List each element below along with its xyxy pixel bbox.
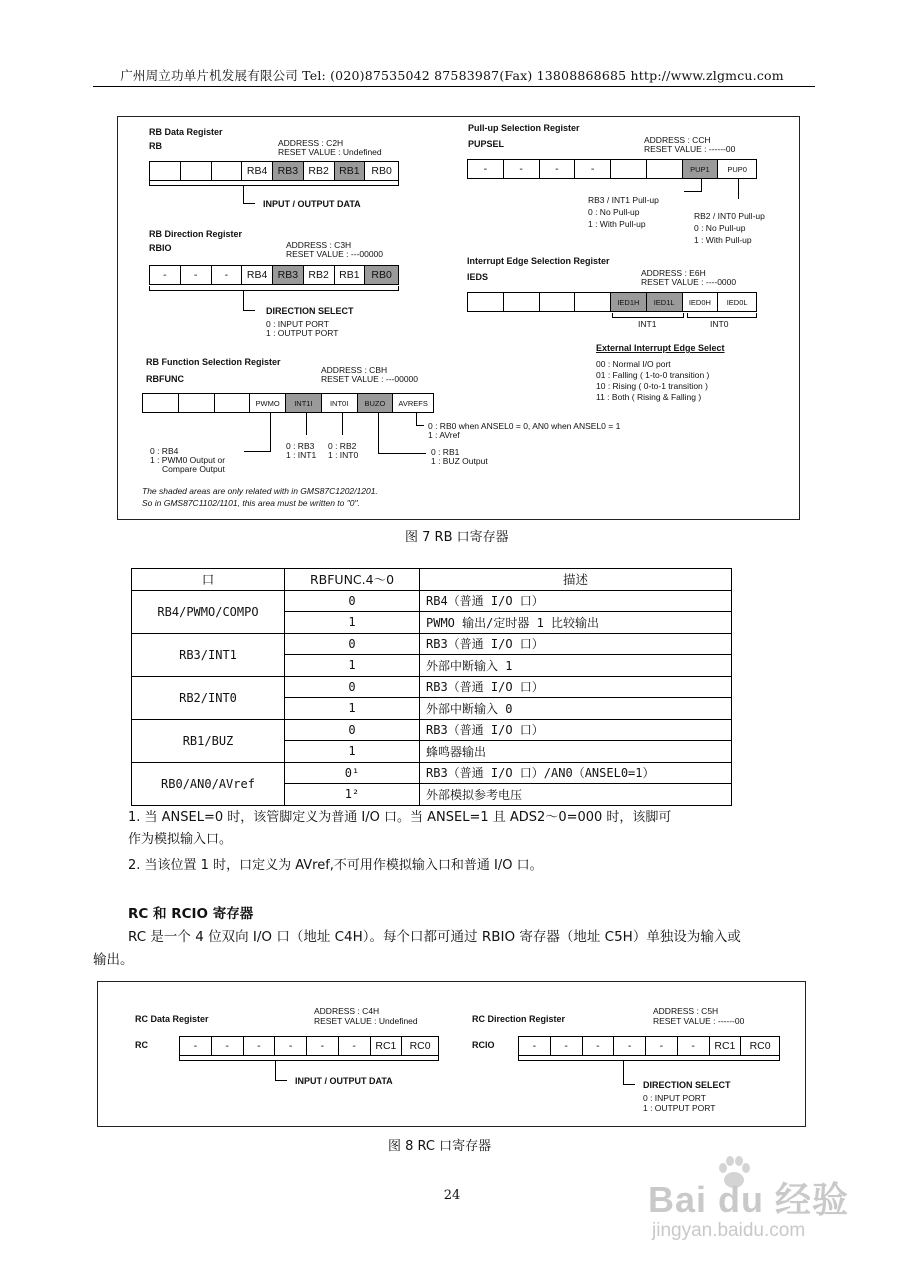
pupsel-bit5: - — [540, 160, 576, 178]
ieds-int1-bracket — [612, 317, 684, 318]
rbfunc-rb0-b: 1 : AVref — [428, 430, 460, 440]
desc-cell: RB3（普通 I/O 口） — [420, 633, 732, 655]
rc-reset: RESET VALUE : Undefined — [314, 1016, 418, 1026]
rbfunc-leader-b0h — [416, 425, 424, 426]
desc-cell: RB3（普通 I/O 口）/AN0（ANSEL0=1） — [420, 762, 732, 784]
figure-8-caption: 图 8 RC 口寄存器 — [388, 1139, 492, 1154]
rc-bit2: - — [339, 1037, 371, 1055]
ieds-int0-bracket — [687, 317, 757, 318]
rbio-bracket — [149, 290, 399, 291]
rb-reset: RESET VALUE : Undefined — [278, 147, 382, 157]
rcio-reset: RESET VALUE : ------00 — [653, 1016, 745, 1026]
rc-bracket-l — [179, 1056, 180, 1061]
rc-bit3: - — [307, 1037, 339, 1055]
pupsel-bit1: PUP1 — [683, 160, 719, 178]
pupsel-bit7: - — [468, 160, 504, 178]
rc-register — [179, 1036, 439, 1056]
rc-bit1: RC1 — [371, 1037, 403, 1055]
value-cell: 0¹ — [285, 762, 420, 784]
pupsel-register — [467, 159, 757, 179]
value-cell: 0 — [285, 633, 420, 655]
rbio-opt0: 0 : INPUT PORT — [266, 319, 329, 329]
rcio-bit4: - — [614, 1037, 646, 1055]
rbfunc-address: ADDRESS : CBH — [321, 365, 388, 375]
rc-paragraph-line-1: RC 是一个 4 位双向 I/O 口（地址 C4H）。每个口都可通过 RBIO 寄存器（地址 C5H）单独设为输入或 — [128, 929, 741, 945]
pupsel-p0-c: 1 : With Pull-up — [694, 235, 752, 245]
desc-cell: RB3（普通 I/O 口） — [420, 719, 732, 741]
rbfunc-name: RBFUNC — [146, 374, 184, 384]
rbio-name: RBIO — [149, 243, 172, 253]
desc-cell: RB4（普通 I/O 口） — [420, 590, 732, 612]
pupsel-bit6: - — [504, 160, 540, 178]
note-1-line-1: 1. 当 ANSEL=0 时，该管脚定义为普通 I/O 口。当 ANSEL=1 且 ADS2～0=000 时，该脚可 — [128, 810, 672, 825]
rcio-address: ADDRESS : C5H — [653, 1006, 719, 1016]
rbio-address: ADDRESS : C3H — [286, 240, 352, 250]
rbfunc-bit0: AVREFS — [398, 398, 428, 408]
table-row — [132, 676, 732, 698]
rbfunc-bit1: BUZO — [358, 394, 394, 412]
rbio-bit0: RB0 — [365, 266, 398, 284]
rbio-leader — [243, 290, 244, 310]
rbfunc-rb0-a: 0 : RB0 when ANSEL0 = 0, AN0 when ANSEL0 = 1 — [428, 421, 621, 431]
rb-title: RB Data Register — [149, 127, 223, 137]
col-rbfunc: RBFUNC.4～0 — [285, 569, 420, 591]
rcio-bit2: - — [678, 1037, 710, 1055]
pupsel-leader-p1 — [701, 179, 702, 191]
col-desc: 描述 — [420, 569, 732, 591]
rb-bit0: RB0 — [371, 165, 392, 177]
rbfunc-leader-b3 — [306, 413, 307, 435]
rbio-bit3: RB3 — [273, 266, 304, 284]
rcio-bit5: - — [583, 1037, 615, 1055]
rbio-reset: RESET VALUE : ---00000 — [286, 249, 384, 259]
rbfunc-rb1-b: 1 : BUZ Output — [431, 456, 488, 466]
rbio-bit5: - — [212, 266, 243, 284]
rc-paragraph-line-2: 输出。 — [93, 952, 134, 968]
ieds-bit2: IED1L — [647, 293, 683, 311]
rbio-bracket-l — [149, 286, 150, 291]
rbfunc-register — [142, 393, 434, 413]
value-cell: 0 — [285, 590, 420, 612]
rb-bit7 — [150, 162, 181, 180]
desc-cell: 外部模拟参考电压 — [420, 784, 732, 806]
rb-leader-h — [243, 203, 255, 204]
port-cell: RB4/PWMO/COMPO — [132, 590, 285, 633]
rbfunc-leader-b4 — [270, 413, 271, 451]
rb-bracket-l — [149, 181, 150, 186]
pupsel-address: ADDRESS : CCH — [644, 135, 711, 145]
rc-bit7: - — [180, 1037, 212, 1055]
desc-cell: PWMO 输出/定时器 1 比较输出 — [420, 612, 732, 634]
rc-bit4: - — [275, 1037, 307, 1055]
rbfunc-title: RB Function Selection Register — [146, 357, 281, 367]
rbfunc-rb3-a: 0 : RB3 — [286, 441, 315, 451]
rb-bit5 — [212, 162, 243, 180]
rc-bracket-r — [438, 1056, 439, 1061]
ieds-bit5 — [540, 293, 576, 311]
rbio-bit1: RB1 — [335, 266, 366, 284]
rcio-opt1: 1 : OUTPUT PORT — [643, 1103, 716, 1113]
rcio-leader-h — [623, 1084, 635, 1085]
ieds-int1-br — [683, 313, 684, 318]
rbfunc-reset: RESET VALUE : ---00000 — [321, 374, 419, 384]
desc-cell: RB3（普通 I/O 口） — [420, 676, 732, 698]
pupsel-p0-b: 0 : No Pull-up — [694, 223, 746, 233]
rcio-note: DIRECTION SELECT — [643, 1080, 731, 1090]
rbio-opt1: 1 : OUTPUT PORT — [266, 328, 339, 338]
rbio-bit4: RB4 — [242, 266, 273, 284]
rbfunc-rb1-a: 0 : RB1 — [431, 447, 460, 457]
rbfunc-leader-b0 — [416, 413, 417, 425]
rcio-bit1: RC1 — [710, 1037, 742, 1055]
rb-leader — [243, 185, 244, 203]
rbfunc-leader-b1h — [378, 453, 426, 454]
rb-bit1: RB1 — [335, 162, 366, 180]
rbfunc-bit5 — [215, 394, 251, 412]
rc-bit5: - — [244, 1037, 276, 1055]
ieds-register — [467, 292, 757, 312]
rbfunc-leader-b1 — [378, 413, 379, 453]
rbfunc-rb4-c: Compare Output — [162, 464, 225, 474]
value-cell: 0 — [285, 676, 420, 698]
pupsel-bit0: PUP0 — [727, 164, 747, 174]
ieds-bit1: IED0H — [683, 293, 719, 311]
ieds-bit0: IED0L — [726, 297, 748, 307]
rbfunc-table — [131, 568, 732, 806]
rc-bracket — [179, 1060, 439, 1061]
rb-bit3: RB3 — [273, 162, 304, 180]
ieds-int0-label: INT0 — [710, 319, 729, 329]
note-2: 2. 当该位置 1 时，口定义为 AVref,不可用作模拟输入口和普通 I/O 口。 — [128, 858, 543, 873]
value-cell: 1 — [285, 612, 420, 634]
rc-address: ADDRESS : C4H — [314, 1006, 380, 1016]
rbfunc-rb4-b: 1 : PWM0 Output or — [150, 455, 226, 465]
rcio-register — [518, 1036, 780, 1056]
value-cell: 1 — [285, 741, 420, 763]
rb-bracket-r — [398, 181, 399, 186]
page-number: 24 — [443, 1188, 461, 1203]
rbfunc-leader-b4h — [244, 451, 271, 452]
pupsel-name: PUPSEL — [468, 139, 505, 149]
rcio-bit6: - — [551, 1037, 583, 1055]
pupsel-p1-b: 0 : No Pull-up — [588, 207, 640, 217]
table-row — [132, 762, 732, 784]
rb-bit6 — [181, 162, 212, 180]
rbfunc-bit4: PWMO — [250, 394, 286, 412]
rbio-leader-h — [243, 310, 255, 311]
rbfunc-leader-b2 — [342, 413, 343, 435]
ieds-bit6 — [504, 293, 540, 311]
edge-select-10: 10 : Rising ( 0-to-1 transition ) — [596, 381, 708, 391]
pupsel-p1-c: 1 : With Pull-up — [588, 219, 646, 229]
page-header: 广州周立功单片机发展有限公司 Tel: (020)87535042 87583987(Fax) 13808868685 http://www.zlgmcu.com — [120, 68, 784, 83]
rbio-bracket-r — [398, 286, 399, 291]
rb-register — [149, 161, 399, 181]
rcio-bit3: - — [646, 1037, 678, 1055]
rc-name: RC — [135, 1040, 148, 1050]
ieds-int1-label: INT1 — [638, 319, 657, 329]
desc-cell: 外部中断输入 0 — [420, 698, 732, 720]
rcio-name: RCIO — [472, 1040, 495, 1050]
rcio-leader — [623, 1060, 624, 1084]
table-row — [132, 590, 732, 612]
watermark-line-2: jingyan.baidu.com — [652, 1220, 806, 1241]
rcio-bracket-r — [779, 1056, 780, 1061]
rbfunc-rb4-a: 0 : RB4 — [150, 446, 179, 456]
rbfunc-rb2-a: 0 : RB2 — [328, 441, 357, 451]
edge-select-01: 01 : Falling ( 1-to-0 transition ) — [596, 370, 710, 380]
rbfunc-bit3: INT1I — [286, 394, 322, 412]
rcio-bit0: RC0 — [749, 1040, 771, 1052]
rcio-opt0: 0 : INPUT PORT — [643, 1093, 706, 1103]
rbfunc-bit6 — [179, 394, 215, 412]
rbfunc-rb2-b: 1 : INT0 — [328, 450, 359, 460]
port-cell: RB2/INT0 — [132, 676, 285, 719]
rc-note: INPUT / OUTPUT DATA — [295, 1076, 393, 1086]
pupsel-leader-p1h — [684, 191, 702, 192]
rc-bit6: - — [212, 1037, 244, 1055]
rb-bit2: RB2 — [304, 162, 335, 180]
edge-select-00: 00 : Normal I/O port — [596, 359, 671, 369]
ieds-reset: RESET VALUE : ----0000 — [641, 277, 737, 287]
rbio-bit6: - — [181, 266, 212, 284]
rbio-bit7: - — [150, 266, 181, 284]
table-header-row — [132, 569, 732, 591]
port-cell: RB3/INT1 — [132, 633, 285, 676]
ieds-title: Interrupt Edge Selection Register — [467, 256, 610, 266]
figure-7-caption: 图 7 RB 口寄存器 — [405, 530, 509, 545]
ieds-address: ADDRESS : E6H — [641, 268, 706, 278]
baidu-watermark — [644, 1150, 874, 1250]
rc-leader — [275, 1060, 276, 1080]
header-rule — [93, 86, 815, 87]
figure-8-box — [97, 981, 806, 1127]
port-cell: RB1/BUZ — [132, 719, 285, 762]
rc-heading: RC 和 RCIO 寄存器 — [128, 906, 254, 922]
rbfunc-bit2: INT0I — [322, 394, 358, 412]
rbio-title: RB Direction Register — [149, 229, 243, 239]
pupsel-p0-a: RB2 / INT0 Pull-up — [694, 211, 765, 221]
pupsel-leader-p0 — [738, 179, 739, 199]
rc-leader-h — [275, 1080, 287, 1081]
pupsel-bit4: - — [575, 160, 611, 178]
value-cell: 1 — [285, 698, 420, 720]
value-cell: 0 — [285, 719, 420, 741]
shade-note-2: So in GMS87C1102/1101, this area must be written to "0". — [142, 498, 360, 508]
ieds-bit3: IED1H — [611, 293, 647, 311]
rbio-bit2: RB2 — [304, 266, 335, 284]
note-1-line-2: 作为模拟输入口。 — [128, 832, 233, 847]
ieds-bit7 — [468, 293, 504, 311]
rcio-title: RC Direction Register — [472, 1014, 566, 1024]
rbfunc-rb3-b: 1 : INT1 — [286, 450, 317, 460]
edge-select-title: External Interrupt Edge Select — [596, 343, 725, 353]
rb-address: ADDRESS : C2H — [278, 138, 344, 148]
rb-name: RB — [149, 141, 162, 151]
edge-select-11: 11 : Both ( Rising & Falling ) — [596, 392, 702, 402]
ieds-int0-br — [756, 313, 757, 318]
ieds-name: IEDS — [467, 272, 489, 282]
watermark-line-1: Bai du 经验 — [648, 1179, 850, 1220]
ieds-int1-bl — [612, 313, 613, 318]
figure-7-box — [117, 116, 800, 520]
rb-bit4: RB4 — [242, 162, 273, 180]
value-cell: 1 — [285, 655, 420, 677]
rcio-bit7: - — [519, 1037, 551, 1055]
rb-note: INPUT / OUTPUT DATA — [263, 199, 361, 209]
desc-cell: 蜂鸣器输出 — [420, 741, 732, 763]
port-cell: RB0/AN0/AVref — [132, 762, 285, 805]
rb-bracket — [149, 185, 399, 186]
pupsel-bit2 — [647, 160, 683, 178]
pupsel-reset: RESET VALUE : ------00 — [644, 144, 736, 154]
shade-note-1: The shaded areas are only related with in GMS87C1202/1201. — [142, 486, 378, 496]
rcio-bracket — [518, 1060, 780, 1061]
desc-cell: 外部中断输入 1 — [420, 655, 732, 677]
ieds-int0-bl — [687, 313, 688, 318]
pupsel-title: Pull-up Selection Register — [468, 123, 580, 133]
rc-bit0: RC0 — [409, 1040, 431, 1052]
pupsel-bit3 — [611, 160, 647, 178]
col-port: 口 — [132, 569, 285, 591]
rbio-note: DIRECTION SELECT — [266, 306, 354, 316]
pupsel-p1-a: RB3 / INT1 Pull-up — [588, 195, 659, 205]
rbio-register — [149, 265, 399, 285]
value-cell: 1² — [285, 784, 420, 806]
rbfunc-bit7 — [143, 394, 179, 412]
ieds-bit4 — [575, 293, 611, 311]
rc-title: RC Data Register — [135, 1014, 209, 1024]
rcio-bracket-l — [518, 1056, 519, 1061]
table-row — [132, 633, 732, 655]
table-row — [132, 719, 732, 741]
